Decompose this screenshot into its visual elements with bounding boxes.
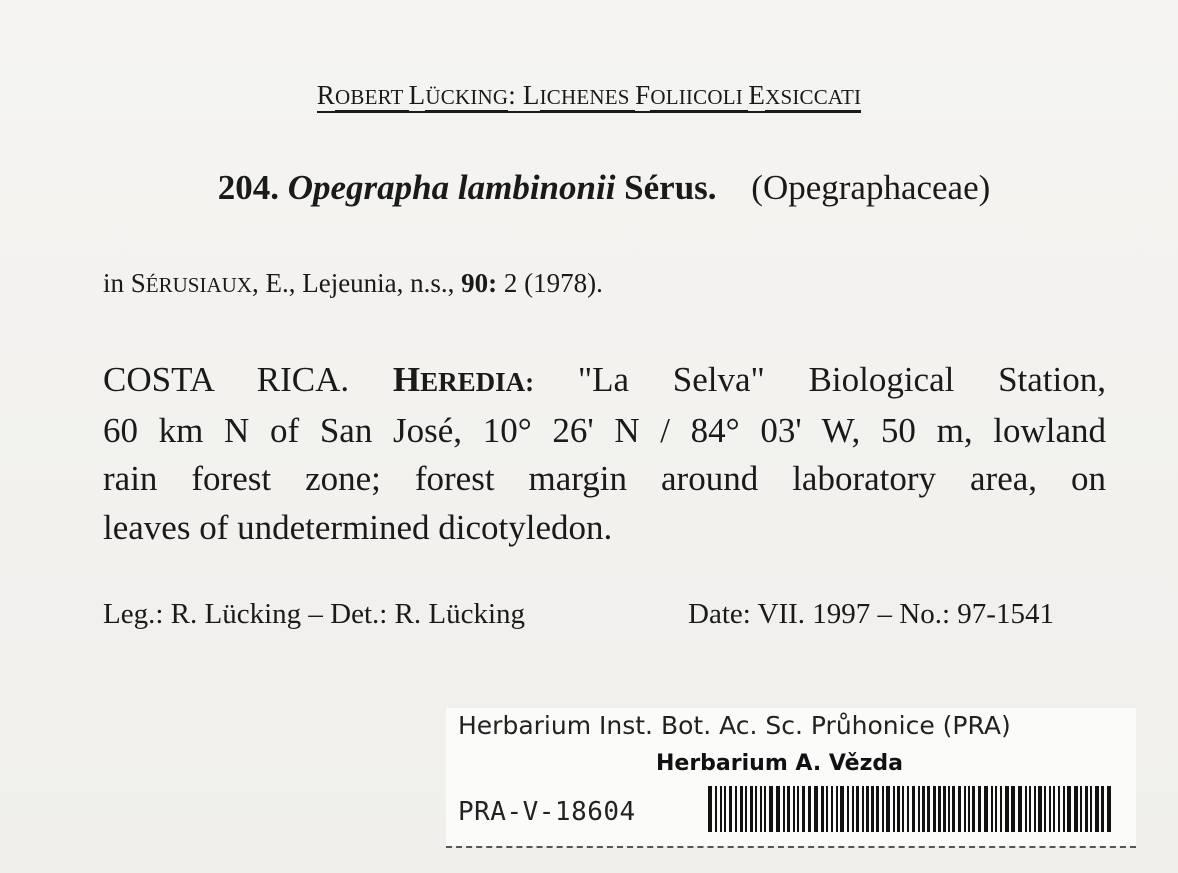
locality-description (103, 356, 1106, 552)
series-text: ICHENES (540, 85, 636, 112)
locality-line-4: leaves of undetermined dicotyledon. (103, 507, 613, 547)
citation-prefix: in (103, 268, 131, 298)
herbarium-institution: Herbarium Inst. Bot. Ac. Sc. Průhonice (PRA) (458, 711, 1011, 740)
series-title (317, 80, 861, 113)
series-text: F (635, 80, 650, 113)
literature-citation (103, 268, 603, 299)
series-text: L (409, 80, 426, 113)
barcode-icon (706, 786, 1116, 832)
locality-line-2: 60 km N of San José, 10° 26' N / 84° 03' W, 50 m, lowland (103, 410, 1106, 450)
specimen-title (0, 168, 1178, 208)
date-number: Date: VII. 1997 – No.: 97-1541 (688, 598, 1054, 630)
series-text: : (508, 80, 523, 113)
citation-author-initial: S (130, 268, 146, 298)
collector-determiner: Leg.: R. Lücking – Det.: R. Lücking (103, 598, 526, 630)
province-initial: H (392, 360, 421, 399)
series-text: XSICCATI (765, 85, 861, 112)
citation-volume: 90: (461, 268, 498, 298)
family-name: (Opegraphaceae) (751, 168, 991, 207)
citation-author-rest: ÉRUSIAUX (145, 273, 252, 297)
province (393, 360, 534, 399)
citation-text-end: 2 (1978). (497, 268, 603, 298)
locality-line-3: rain forest zone; forest margin around laboratory area, on (103, 459, 1106, 498)
locality-text: "La Selva" Biological Station, (534, 360, 1106, 399)
specimen-id: PRA-V-18604 (458, 797, 636, 827)
country: COSTA RICA. (103, 360, 393, 399)
series-header (0, 80, 1178, 111)
cut-line (446, 846, 1136, 848)
series-text: OBERT (335, 85, 409, 112)
province-rest: EREDIA: (420, 367, 535, 397)
series-text: ÜCKING (425, 85, 508, 112)
series-text: OLIICOLI (650, 85, 748, 112)
exsiccata-number: 204. (217, 168, 279, 207)
locality-line-1 (103, 356, 1106, 407)
series-text: E (748, 80, 765, 113)
species-name: Opegrapha lambinonii (287, 168, 616, 207)
herbarium-collection: Herbarium A. Vězda (656, 751, 904, 776)
series-text: R (317, 80, 335, 113)
series-text: L (523, 80, 540, 113)
species-author: Sérus. (624, 168, 717, 207)
citation-text: , E., Lejeunia, n.s., (251, 268, 462, 298)
